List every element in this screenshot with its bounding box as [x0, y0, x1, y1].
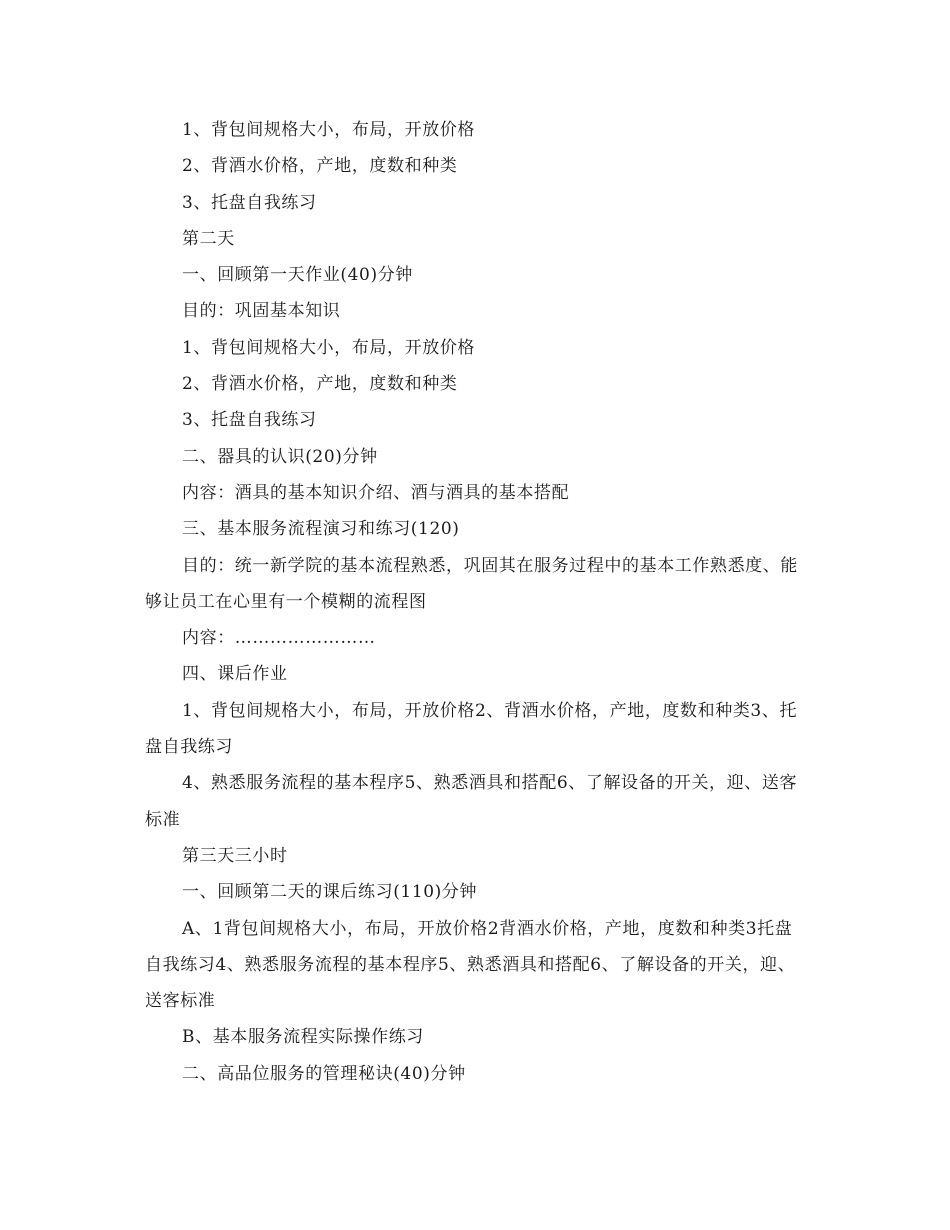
section-heading-day-three: 第三天三小时 [182, 845, 288, 866]
paragraph-14: 内容：…………………… [182, 628, 376, 649]
paragraph-19: 一、回顾第二天的课后练习(110)分钟 [182, 882, 478, 903]
paragraph-11: 内容：酒具的基本知识介绍、酒与酒具的基本搭配 [182, 482, 570, 503]
paragraph-5: 一、回顾第一天作业(40)分钟 [182, 265, 413, 286]
paragraph-22: 二、高品位服务的管理秘诀(40)分钟 [182, 1063, 466, 1084]
paragraph-7: 1、背包间规格大小，布局，开放价格 [182, 337, 476, 358]
paragraph-13: 目的：统一新学院的基本流程熟悉，巩固其在服务过程中的基本工作熟悉度、能够让员工在心里有一个模糊的流程图 [145, 555, 798, 612]
paragraph-1: 1、背包间规格大小，布局，开放价格 [182, 120, 476, 140]
paragraph-17: 4、熟悉服务流程的基本程序5、熟悉酒具和搭配6、了解设备的开关，迎、送客标准 [145, 773, 798, 830]
paragraph-6: 目的：巩固基本知识 [182, 301, 341, 322]
paragraph-15: 四、课后作业 [182, 664, 288, 685]
document-body [145, 112, 805, 1092]
paragraph-9: 3、托盘自我练习 [182, 410, 317, 431]
paragraph-16: 1、背包间规格大小，布局，开放价格2、背酒水价格，产地，度数和种类3、托盘自我练习 [145, 700, 798, 758]
paragraph-12: 三、基本服务流程演习和练习(120) [182, 519, 460, 540]
paragraph-2: 2、背酒水价格，产地，度数和种类 [182, 156, 458, 177]
paragraph-21: B、基本服务流程实际操作练习 [182, 1027, 424, 1048]
paragraph-10: 二、器具的认识(20)分钟 [182, 446, 378, 467]
paragraph-3: 3、托盘自我练习 [182, 192, 317, 213]
paragraph-20: A、1背包间规格大小，布局，开放价格2背酒水价格，产地，度数和种类3托盘自我练习4、熟悉服务流程的基本程序5、熟悉酒具和搭配6、了解设备的开关，迎、送客标准 [145, 918, 796, 1012]
paragraph-8: 2、背酒水价格，产地，度数和种类 [182, 374, 458, 395]
section-heading-day-two: 第二天 [182, 228, 235, 249]
